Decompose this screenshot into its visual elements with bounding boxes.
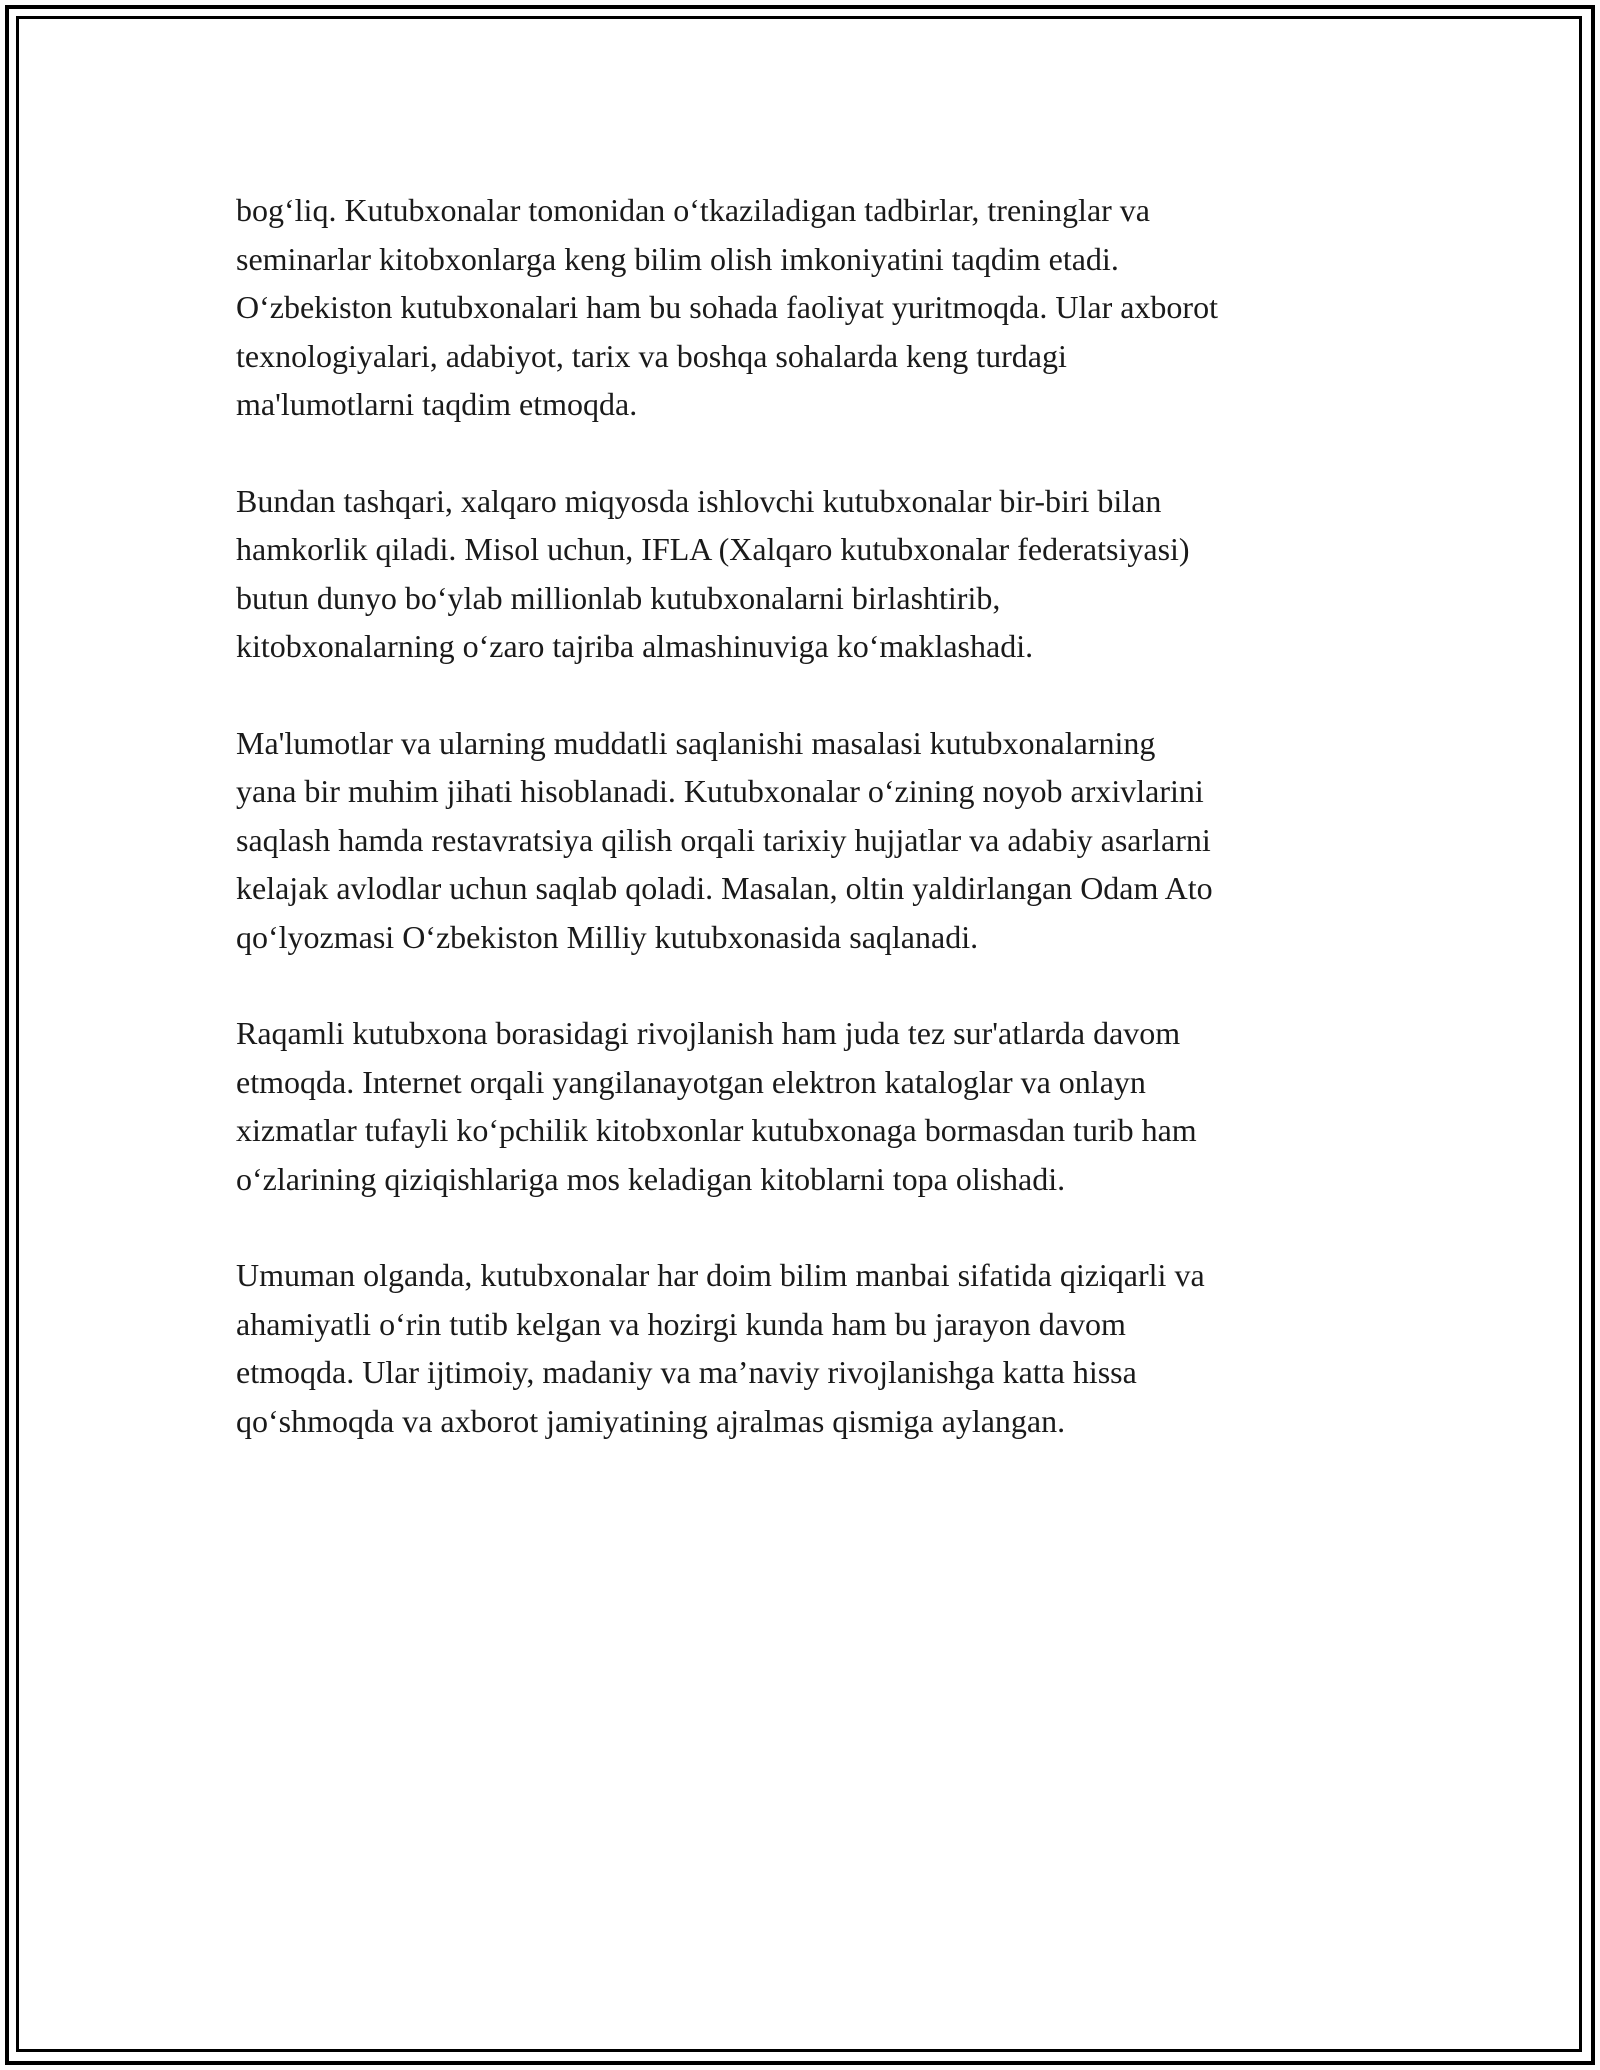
paragraph-2: Bundan tashqari, xalqaro miqyosda ishlovchi kutubxonalar bir-biri bilan hamkorlik qiladi. Misol uchun, IFLA (Xalqaro kutubxonalar federatsiyasi) butun dunyo bo‘ylab millionlab kutubxonalarni birlashtirib, kitobxonalarning o‘zaro tajriba almashinuviga ko‘maklashadi. — [236, 482, 1190, 664]
paragraph-4: Raqamli kutubxona borasidagi rivojlanish ham juda tez sur'atlarda davom etmoqda. Internet orqali yangilanayotgan elektron kataloglar va onlayn xizmatlar tufayli ko‘pchilik kitobxonlar kutubxonaga bormasdan turib ham o‘zlarining qiziqishlariga mos keladigan kitoblarni topa olishadi. — [236, 1015, 1197, 1197]
paragraph-3: Ma'lumotlar va ularning muddatli saqlanishi masalasi kutubxonalarning yana bir muhim jihati hisoblanadi. Kutubxonalar o‘zining noyob arxivlarini saqlash hamda restavratsiya qilish orqali tarixiy hujjatlar va adabiy asarlarni kelajak avlodlar uchun saqlab qoladi. Masalan, oltin yaldirlangan Odam Ato qo‘lyozmasi O‘zbekiston Milliy kutubxonasida saqlanadi. — [236, 724, 1213, 955]
paragraph-1: bog‘liq. Kutubxonalar tomonidan o‘tkaziladigan tadbirlar, treninglar va seminarlar kitobxonlarga keng bilim olish imkoniyatini taqdim etadi. O‘zbekiston kutubxonalari ham bu sohada faoliyat yuritmoqda. Ular axborot texnologiyalari, adabiyot, tarix va boshqa sohalarda keng turdagi ma'lumotlarni taqdim etmoqda. — [236, 192, 1218, 422]
paragraph-5: Umuman olganda, kutubxonalar har doim bilim manbai sifatida qiziqarli va ahamiyatli o‘rin tutib kelgan va hozirgi kunda ham bu jarayon davom etmoqda. Ular ijtimoiy, madaniy va ma’naviy rivojlanishga katta hissa qo‘shmoqda va axborot jamiyatining ajralmas qismiga aylangan. — [236, 1257, 1205, 1439]
document-body — [236, 186, 1372, 1493]
